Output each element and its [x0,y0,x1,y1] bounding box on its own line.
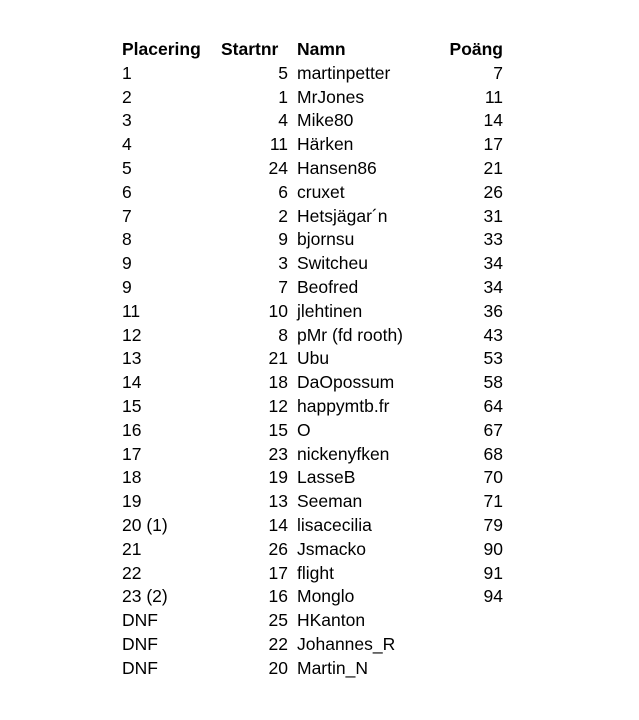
cell-namn: lisacecilia [297,514,372,535]
table-row [122,324,503,348]
cell-poang: 68 [483,443,503,464]
cell-startnr: 7 [278,276,288,297]
cell-namn: Jsmacko [297,538,367,559]
table-row [122,228,503,252]
cell-poang: 21 [483,157,503,178]
table-row [122,109,503,133]
cell-namn: happymtb.fr [297,395,390,416]
header-poang: Poäng [449,39,503,59]
cell-poang: 26 [483,181,503,202]
cell-poang: 36 [483,300,503,321]
cell-namn: bjornsu [297,229,355,250]
cell-poang: 33 [483,229,503,250]
cell-poang: 14 [483,110,503,131]
cell-startnr: 8 [278,324,288,345]
table-row [122,276,503,300]
cell-poang: 43 [483,324,503,345]
cell-poang [427,633,503,657]
cell-startnr: 9 [278,229,288,250]
cell-poang: 7 [493,62,503,83]
cell-poang: 79 [483,514,503,535]
cell-poang: 67 [483,419,503,440]
cell-placering: 9 [122,276,132,297]
cell-poang: 34 [483,276,503,297]
cell-namn: nickenyfken [297,443,390,464]
cell-startnr: 14 [268,514,288,535]
cell-poang: 90 [483,538,503,559]
cell-poang: 94 [483,586,503,607]
table-row [122,443,503,467]
cell-namn: DaOpossum [297,372,395,393]
table-row [122,347,503,371]
cell-namn: Beofred [297,276,359,297]
cell-startnr: 3 [278,253,288,274]
cell-placering: 21 [122,538,142,559]
table-row [122,466,503,490]
cell-startnr: 12 [268,395,288,416]
cell-startnr: 25 [268,610,288,631]
cell-startnr: 18 [268,372,288,393]
cell-placering: 7 [122,205,132,226]
cell-namn: LasseB [297,467,356,488]
table-row [122,205,503,229]
cell-namn: martinpetter [297,62,391,83]
cell-namn: HKanton [297,610,366,631]
cell-startnr: 1 [278,86,288,107]
cell-placering: 3 [122,110,132,131]
cell-placering: 5 [122,157,132,178]
table-row [122,62,503,86]
cell-poang: 17 [483,134,503,155]
cell-startnr: 24 [268,157,288,178]
table-row [122,633,503,657]
cell-poang: 64 [483,395,503,416]
cell-namn: Ubu [297,348,330,369]
table-header [122,38,503,62]
cell-startnr: 13 [268,491,288,512]
table-row [122,514,503,538]
cell-namn: Johannes_R [297,633,396,654]
cell-namn: Mike80 [297,110,354,131]
cell-namn: jlehtinen [297,300,363,321]
cell-placering: 13 [122,348,142,369]
cell-poang [427,609,503,633]
cell-startnr: 16 [268,586,288,607]
table-row [122,133,503,157]
cell-poang: 31 [483,205,503,226]
cell-placering: 20 (1) [122,514,168,535]
cell-namn: Hetsjägar´n [297,205,388,226]
cell-startnr: 19 [268,467,288,488]
table-row [122,490,503,514]
cell-namn: pMr (fd rooth) [297,324,403,345]
table-body [122,62,503,681]
cell-startnr: 15 [268,419,288,440]
cell-placering: 23 (2) [122,586,168,607]
cell-namn: Seeman [297,491,363,512]
cell-poang: 91 [483,562,503,583]
cell-placering: DNF [122,610,158,631]
cell-poang: 34 [483,253,503,274]
results-table [122,38,503,681]
table-row [122,157,503,181]
cell-placering: 16 [122,419,142,440]
cell-namn: Switcheu [297,253,369,274]
cell-poang [427,657,503,681]
table-row [122,585,503,609]
table-row [122,538,503,562]
cell-startnr: 26 [268,538,288,559]
table-row [122,562,503,586]
header-row [122,38,503,62]
cell-placering: 6 [122,181,132,202]
cell-placering: 1 [122,62,132,83]
table-row [122,395,503,419]
cell-placering: 18 [122,467,142,488]
table-row [122,252,503,276]
cell-placering: 19 [122,491,142,512]
cell-placering: 2 [122,86,132,107]
cell-startnr: 11 [269,134,288,155]
cell-placering: 14 [122,372,142,393]
cell-startnr: 22 [268,633,288,654]
cell-namn: Monglo [297,586,355,607]
cell-startnr: 21 [268,348,288,369]
header-namn: Namn [297,39,346,59]
cell-startnr: 17 [268,562,288,583]
cell-poang: 71 [483,491,503,512]
cell-placering: 9 [122,253,132,274]
cell-startnr: 10 [268,300,288,321]
cell-placering: DNF [122,633,158,654]
cell-startnr: 4 [278,110,288,131]
table-row [122,419,503,443]
cell-namn: Hansen86 [297,157,377,178]
cell-namn: MrJones [297,86,365,107]
cell-namn: Martin_N [297,657,368,678]
cell-placering: 17 [122,443,142,464]
cell-startnr: 23 [268,443,288,464]
header-startnr: Startnr [221,39,279,59]
table-row [122,657,503,681]
cell-namn: flight [297,562,334,583]
header-placering: Placering [122,39,201,59]
cell-poang: 58 [483,372,503,393]
cell-namn: Härken [297,134,354,155]
cell-startnr: 2 [278,205,288,226]
cell-namn: O [297,419,311,440]
cell-placering: 8 [122,229,132,250]
table-row [122,300,503,324]
table-row [122,181,503,205]
cell-placering: 11 [122,300,141,321]
cell-startnr: 6 [278,181,288,202]
cell-placering: 22 [122,562,142,583]
table-row [122,86,503,110]
cell-namn: cruxet [297,181,345,202]
cell-placering: DNF [122,657,158,678]
table-row [122,371,503,395]
cell-poang: 53 [483,348,503,369]
cell-startnr: 5 [278,62,288,83]
cell-placering: 12 [122,324,142,345]
cell-startnr: 20 [268,657,288,678]
table-row [122,609,503,633]
cell-placering: 15 [122,395,142,416]
cell-placering: 4 [122,134,132,155]
cell-poang: 11 [484,86,503,107]
cell-poang: 70 [483,467,503,488]
